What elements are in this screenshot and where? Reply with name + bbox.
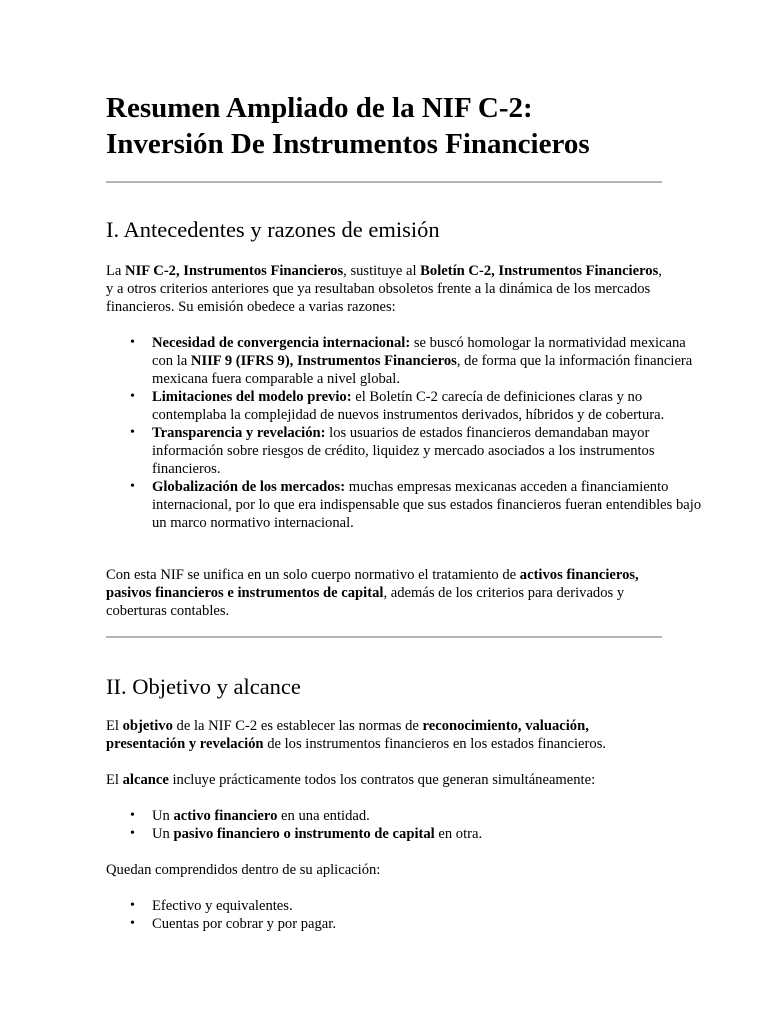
list-item: • Un pasivo financiero o instrumento de capital en otra. <box>130 826 483 842</box>
title-line-2: Inversión De Instrumentos Financieros <box>106 128 590 160</box>
included-list <box>106 897 708 933</box>
horizontal-rule <box>106 636 662 638</box>
objective-paragraph: El objetivo de la NIF C-2 es establecer las normas de reconocimiento, valuación, presentación y revelación de los instrumentos financieros en los estados financieros. <box>106 718 607 752</box>
list-item: • Globalización de los mercados: muchas empresas mexicanas acceden a financiamiento internacional, por lo que era indispensable que sus estados financieros fueran entendibles bajo un marco normativo internacional. <box>130 479 702 531</box>
section-2-heading: II. Objetivo y alcance <box>106 674 301 699</box>
section-1-intro: La NIF C-2, Instrumentos Financieros, sustituye al Boletín C-2, Instrumentos Financieros, y a otros criterios anteriores que ya resultaban obsoletos frente a la dinámica de los mercados financieros. Su emisión obedece a varias razones: <box>106 263 662 315</box>
list-item: • Necesidad de convergencia internacional: se buscó homologar la normatividad mexicana con la NIIF 9 (IFRS 9), Instrumentos Financieros, de forma que la información financiera mexicana fuera comparable a nivel global. <box>130 335 693 387</box>
list-item: • Transparencia y revelación: los usuarios de estados financieros demandaban mayor información sobre riesgos de crédito, liquidez y mercado asociados a los instrumentos financieros. <box>130 425 655 477</box>
list-item: • Un activo financiero en una entidad. <box>130 808 370 824</box>
list-item: • Efectivo y equivalentes. <box>130 898 293 914</box>
title-line-1: Resumen Ampliado de la NIF C-2: <box>106 92 533 124</box>
scope-list <box>106 807 708 843</box>
horizontal-rule <box>106 181 662 183</box>
list-item: • Limitaciones del modelo previo: el Boletín C-2 carecía de definiciones claras y no contemplaba la complejidad de nuevos instrumentos derivados, híbridos y de cobertura. <box>130 389 665 423</box>
section-1-heading: I. Antecedentes y razones de emisión <box>106 217 440 242</box>
included-intro: Quedan comprendidos dentro de su aplicación: <box>106 862 381 878</box>
document-title <box>106 90 662 162</box>
scope-paragraph: El alcance incluye prácticamente todos los contratos que generan simultáneamente: <box>106 772 596 788</box>
reasons-list <box>106 334 708 532</box>
section-1-closing: Con esta NIF se unifica en un solo cuerpo normativo el tratamiento de activos financieros, pasivos financieros e instrumentos de capital, además de los criterios para derivados y coberturas contables. <box>106 567 639 619</box>
list-item: • Cuentas por cobrar y por pagar. <box>130 916 336 932</box>
